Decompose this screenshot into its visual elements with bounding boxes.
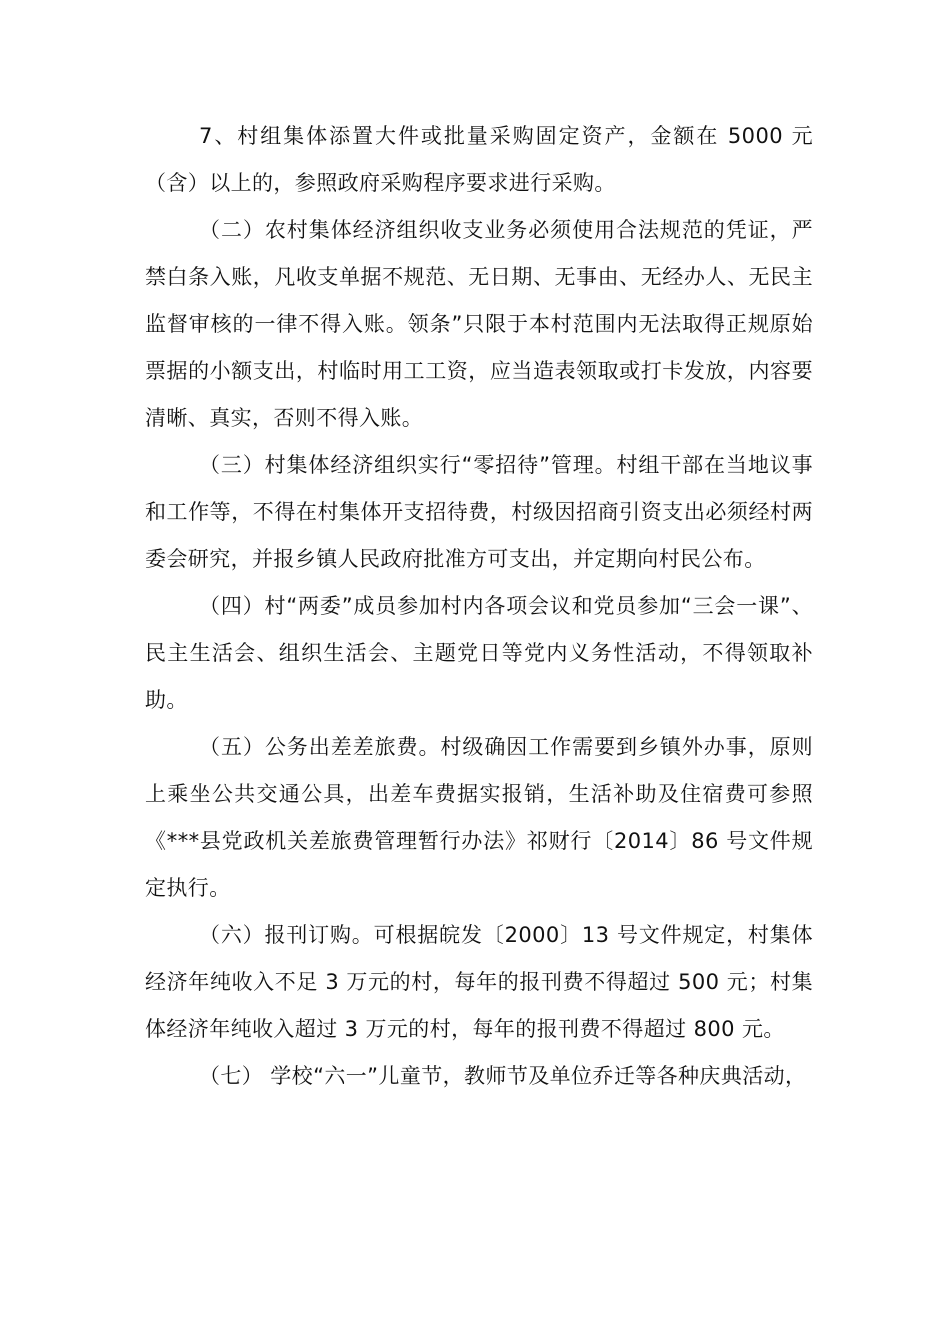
paragraph-section-5: （五）公务出差差旅费。村级确因工作需要到乡镇外办事，原则上乘坐公共交通公具，出差车费据实报销，生活补助及住宿费可参照《***县党政机关差旅费管理暂行办法》祁财行〔2014〕86 号文件规定执行。 [145,735,813,900]
paragraph-section-2: （二）农村集体经济组织收支业务必须使用合法规范的凭证，严禁白条入账，凡收支单据不规范、无日期、无事由、无经办人、无民主监督审核的一律不得入账。领条”只限于本村范围内无法取得正规原始票据的小额支出，村临时用工工资，应当造表领取或打卡发放，内容要清晰、真实，否则不得入账。 [145,218,813,430]
paragraph-section-6: （六）报刊订购。可根据皖发〔2000〕13 号文件规定，村集体经济年纯收入不足 3 万元的村，每年的报刊费不得超过 500 元；村集体经济年纯收入超过 3 万元的村，每年的报刊费不得超过 800 元。 [145,923,813,1041]
paragraph-section-3: （三）村集体经济组织实行“零招待”管理。村组干部在当地议事和工作等，不得在村集体开支招待费，村级因招商引资支出必须经村两委会研究，并报乡镇人民政府批准方可支出，并定期向村民公布。 [145,453,813,571]
paragraph-section-7: （七） 学校“六一”儿童节，教师节及单位乔迁等各种庆典活动， [199,1064,807,1088]
paragraph-section-4: （四）村“两委”成员参加村内各项会议和党员参加“三会一课”、民主生活会、组织生活会、主题党日等党内义务性活动，不得领取补助。 [145,594,813,712]
document-body [145,113,813,1100]
paragraph-item-7: 7、村组集体添置大件或批量采购固定资产，金额在 5000 元（含）以上的，参照政府采购程序要求进行采购。 [145,124,813,195]
